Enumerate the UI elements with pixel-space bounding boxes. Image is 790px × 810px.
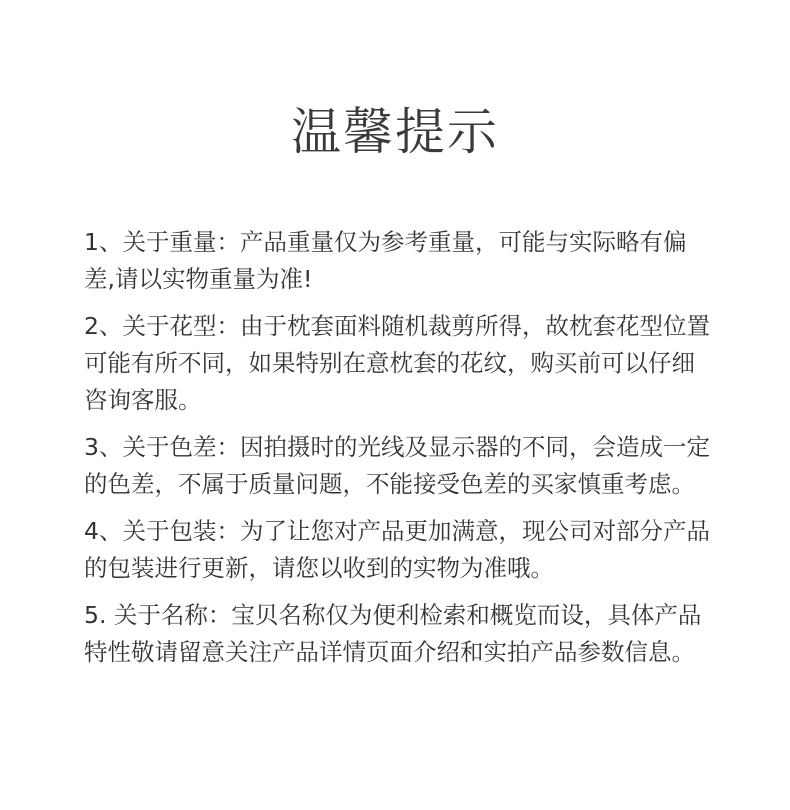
note-weight: 1、关于重量：产品重量仅为参考重量，可能与实际略有偏差,请以实物重量为准! — [84, 228, 687, 293]
note-packaging: 4、关于包装：为了让您对产品更加满意，现公司对部分产品的包装进行更新，请您以收到的实物为准哦。 — [84, 517, 710, 582]
note-pattern: 2、关于花型：由于枕套面料随机裁剪所得，故枕套花型位置可能有所不同，如果特别在意枕套的花纹，购买前可以仔细咨询客服。 — [84, 312, 710, 414]
notes-list — [84, 224, 710, 681]
note-product-name: 5. 关于名称：宝贝名称仅为便利检索和概览而设，具体产品特性敬请留意关注产品详情页面介绍和实拍产品参数信息。 — [84, 601, 702, 666]
page-title: 温馨提示 — [291, 103, 499, 161]
note-color-difference: 3、关于色差：因拍摄时的光线及显示器的不同，会造成一定的色差，不属于质量问题，不能接受色差的买家慎重考虑。 — [84, 433, 710, 498]
